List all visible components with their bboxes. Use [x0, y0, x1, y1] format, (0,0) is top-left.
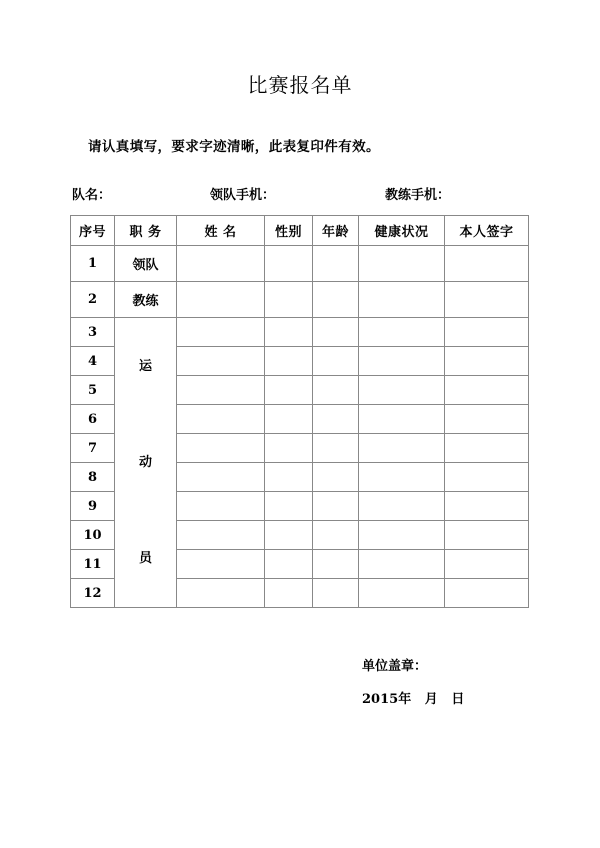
leader-phone-label: 领队手机：	[210, 188, 276, 203]
row-health-cell[interactable]	[359, 463, 445, 492]
row-index-cell: 12	[71, 579, 115, 608]
row-gender-cell[interactable]	[265, 405, 313, 434]
athlete-char-1: 运	[138, 358, 152, 374]
row-name-cell[interactable]	[177, 492, 265, 521]
team-name-label: 队名：	[72, 188, 112, 203]
row-age-cell[interactable]	[313, 492, 359, 521]
row-health-cell[interactable]	[359, 246, 445, 282]
row-gender-cell[interactable]	[265, 318, 313, 347]
row-signature-cell[interactable]	[445, 463, 529, 492]
table-row	[71, 282, 529, 318]
row-age-cell[interactable]	[313, 246, 359, 282]
row-name-cell[interactable]	[177, 282, 265, 318]
header-signature: 本人签字	[445, 216, 529, 246]
header-index: 序号	[71, 216, 115, 246]
row-gender-cell[interactable]	[265, 579, 313, 608]
row-role-cell[interactable]: 领队	[115, 246, 177, 282]
table-header-row	[71, 216, 529, 246]
row-health-cell[interactable]	[359, 550, 445, 579]
row-index-cell: 2	[71, 282, 115, 318]
row-gender-cell[interactable]	[265, 463, 313, 492]
athlete-char-2: 动	[138, 454, 152, 470]
table-row	[71, 246, 529, 282]
row-name-cell[interactable]	[177, 550, 265, 579]
row-health-cell[interactable]	[359, 318, 445, 347]
header-role: 职 务	[115, 216, 177, 246]
row-index-cell: 1	[71, 246, 115, 282]
row-name-cell[interactable]	[177, 405, 265, 434]
row-name-cell[interactable]	[177, 521, 265, 550]
row-signature-cell[interactable]	[445, 550, 529, 579]
row-gender-cell[interactable]	[265, 376, 313, 405]
row-name-cell[interactable]	[177, 434, 265, 463]
header-name: 姓 名	[177, 216, 265, 246]
row-gender-cell[interactable]	[265, 550, 313, 579]
date-month-unit: 月	[424, 692, 438, 707]
row-index-cell: 9	[71, 492, 115, 521]
row-gender-cell[interactable]	[265, 246, 313, 282]
row-name-cell[interactable]	[177, 376, 265, 405]
row-name-cell[interactable]	[177, 318, 265, 347]
row-signature-cell[interactable]	[445, 492, 529, 521]
row-name-cell[interactable]	[177, 246, 265, 282]
row-index-cell: 7	[71, 434, 115, 463]
row-gender-cell[interactable]	[265, 492, 313, 521]
row-gender-cell[interactable]	[265, 521, 313, 550]
row-gender-cell[interactable]	[265, 282, 313, 318]
row-health-cell[interactable]	[359, 579, 445, 608]
row-role-cell[interactable]: 教练	[115, 282, 177, 318]
row-age-cell[interactable]	[313, 347, 359, 376]
coach-phone-label: 教练手机：	[385, 188, 451, 203]
row-age-cell[interactable]	[313, 463, 359, 492]
date-line	[362, 690, 464, 710]
row-health-cell[interactable]	[359, 521, 445, 550]
row-signature-cell[interactable]	[445, 405, 529, 434]
row-health-cell[interactable]	[359, 347, 445, 376]
row-signature-cell[interactable]	[445, 347, 529, 376]
table-row	[71, 318, 529, 347]
row-signature-cell[interactable]	[445, 521, 529, 550]
instruction-text: 请认真填写，要求字迹清晰，此表复印件有效。	[88, 139, 380, 155]
page-title: 比赛报名单	[247, 73, 353, 97]
row-name-cell[interactable]	[177, 579, 265, 608]
row-signature-cell[interactable]	[445, 282, 529, 318]
row-age-cell[interactable]	[313, 521, 359, 550]
date-year-unit: 年	[398, 692, 412, 707]
date-year: 2015	[362, 692, 399, 707]
row-signature-cell[interactable]	[445, 246, 529, 282]
row-age-cell[interactable]	[313, 550, 359, 579]
row-signature-cell[interactable]	[445, 376, 529, 405]
row-index-cell: 10	[71, 521, 115, 550]
header-health: 健康状况	[359, 216, 445, 246]
row-gender-cell[interactable]	[265, 347, 313, 376]
field-label-row	[0, 186, 600, 208]
row-age-cell[interactable]	[313, 282, 359, 318]
row-index-cell: 3	[71, 318, 115, 347]
athlete-group-cell	[115, 318, 177, 608]
row-health-cell[interactable]	[359, 282, 445, 318]
row-age-cell[interactable]	[313, 579, 359, 608]
row-index-cell: 11	[71, 550, 115, 579]
row-health-cell[interactable]	[359, 376, 445, 405]
header-gender: 性别	[265, 216, 313, 246]
athlete-vertical-label	[115, 318, 176, 607]
row-health-cell[interactable]	[359, 492, 445, 521]
row-health-cell[interactable]	[359, 434, 445, 463]
row-index-cell: 5	[71, 376, 115, 405]
date-day-unit: 日	[451, 692, 465, 707]
row-index-cell: 6	[71, 405, 115, 434]
athlete-char-3: 员	[138, 551, 152, 567]
row-signature-cell[interactable]	[445, 579, 529, 608]
row-signature-cell[interactable]	[445, 434, 529, 463]
row-index-cell: 8	[71, 463, 115, 492]
row-name-cell[interactable]	[177, 463, 265, 492]
row-age-cell[interactable]	[313, 376, 359, 405]
row-index-cell: 4	[71, 347, 115, 376]
header-age: 年龄	[313, 216, 359, 246]
row-name-cell[interactable]	[177, 347, 265, 376]
row-signature-cell[interactable]	[445, 318, 529, 347]
row-age-cell[interactable]	[313, 318, 359, 347]
roster-table	[70, 215, 529, 608]
row-health-cell[interactable]	[359, 405, 445, 434]
row-gender-cell[interactable]	[265, 434, 313, 463]
row-age-cell[interactable]	[313, 434, 359, 463]
row-age-cell[interactable]	[313, 405, 359, 434]
stamp-label: 单位盖章：	[362, 659, 428, 674]
